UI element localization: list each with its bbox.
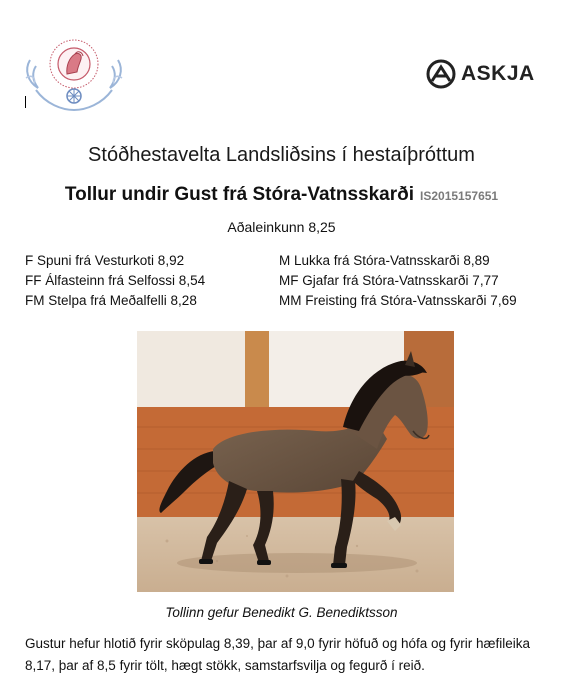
pedigree-dam: M Lukka frá Stóra-Vatnsskarði 8,89 bbox=[279, 253, 490, 268]
pedigree-dam-dam: MM Freisting frá Stóra-Vatnsskarði 7,69 bbox=[279, 293, 517, 308]
photo-caption: Tollinn gefur Benedikt G. Benediktsson bbox=[165, 605, 398, 620]
main-score: Aðaleinkunn 8,25 bbox=[227, 219, 336, 235]
page-title: Stóðhestavelta Landsliðsins í hestaíþróttum bbox=[88, 144, 475, 166]
sire-line bbox=[25, 251, 205, 311]
askja-logo-icon bbox=[426, 59, 456, 89]
pedigree-sire-dam: FM Stelpa frá Meðalfelli 8,28 bbox=[25, 293, 197, 308]
dam-line bbox=[279, 251, 517, 311]
pedigree-sire: F Spuni frá Vesturkoti 8,92 bbox=[25, 253, 185, 268]
askja-logo bbox=[426, 59, 535, 89]
text-cursor bbox=[25, 96, 26, 108]
description-paragraph: Gustur hefur hlotið fyrir sköpulag 8,39, þar af 9,0 fyrir höfuð og hófa og fyrir hæfileika 8,17, þar af 8,5 fyrir tölt, hægt stökk, samstarfsvilja og fegurð í reið. bbox=[25, 636, 531, 673]
horse-name: Tollur undir Gust frá Stóra-Vatnsskarði bbox=[64, 184, 415, 205]
federation-seal-logo bbox=[22, 30, 126, 114]
pedigree-sire-sire: FF Álfasteinn frá Selfossi 8,54 bbox=[25, 273, 206, 288]
askja-logo-text: ASKJA bbox=[461, 62, 535, 85]
horse-photo bbox=[137, 331, 454, 592]
pedigree-dam-sire: MF Gjafar frá Stóra-Vatnsskarði 7,77 bbox=[279, 273, 499, 288]
registration-number: IS2015157651 bbox=[420, 189, 499, 203]
horse-heading bbox=[0, 184, 563, 206]
